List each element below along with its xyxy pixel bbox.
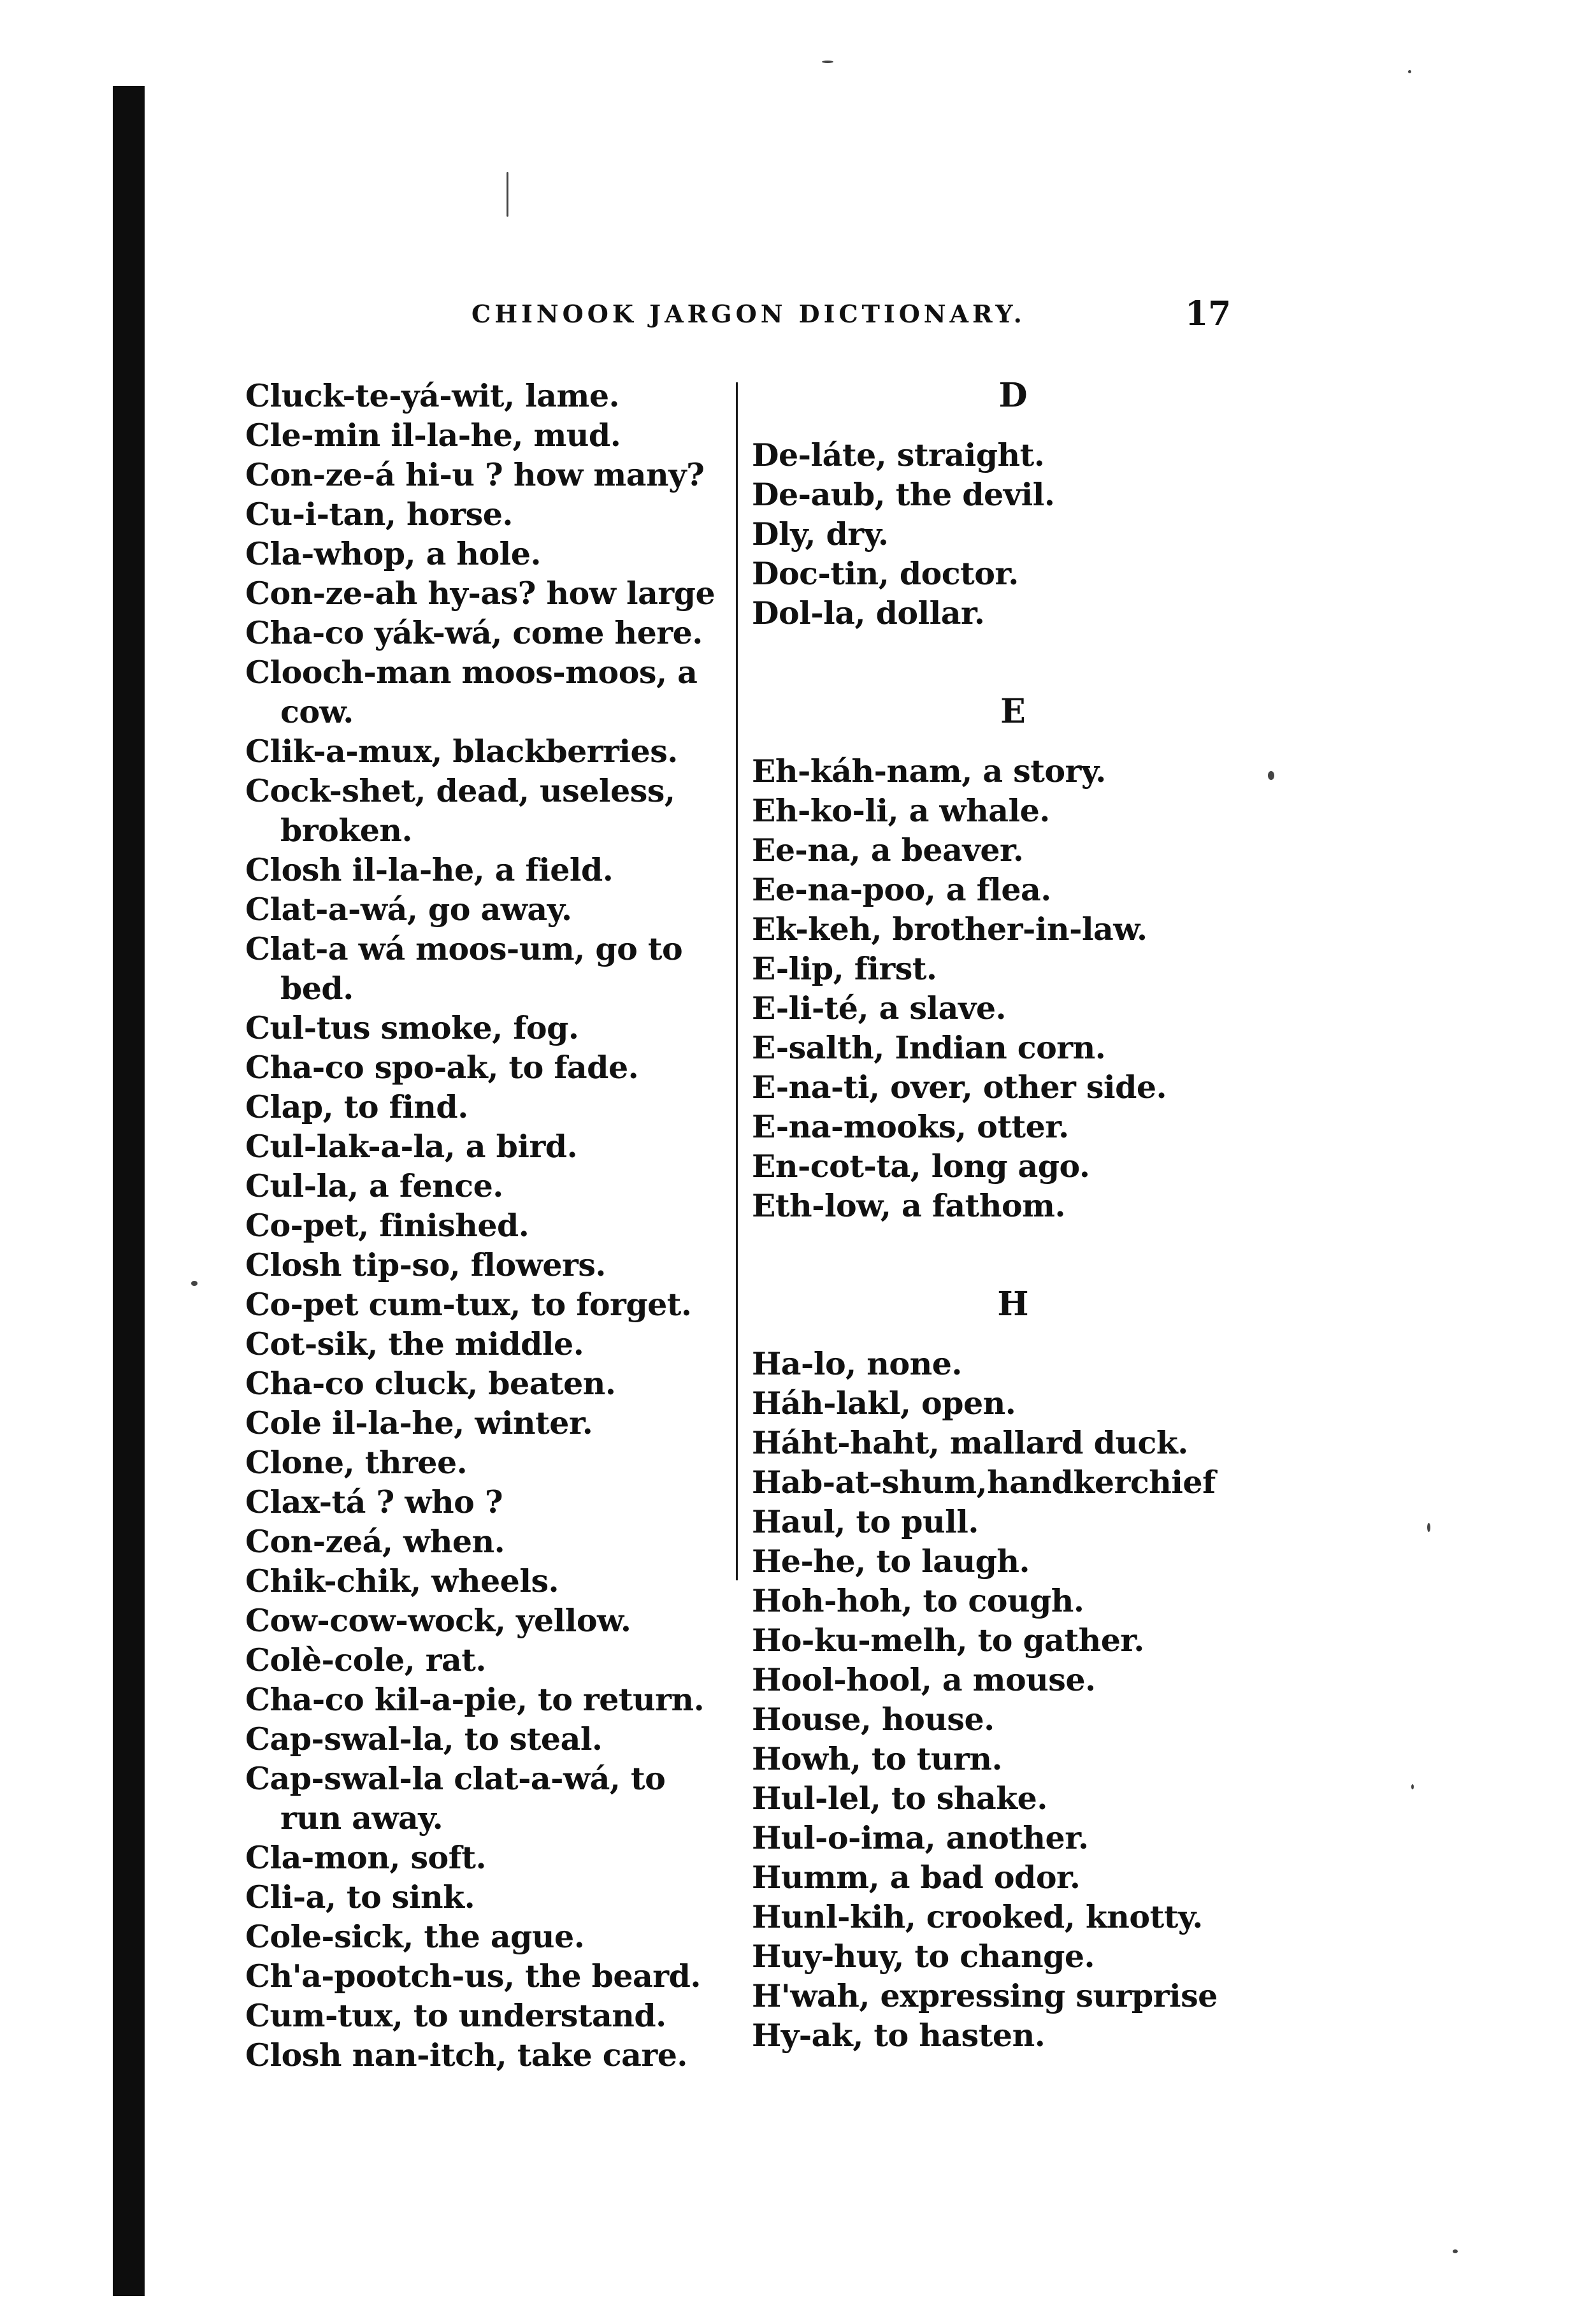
dictionary-entry: E-na-ti, over, other side. [752, 1069, 1167, 1106]
entry-text: Cu-i-tan, horse. [245, 496, 513, 533]
section-letter-e: E [1000, 692, 1026, 731]
dictionary-entry [245, 534, 730, 574]
dictionary-entry: Huy-huy, to change. [752, 1938, 1095, 1975]
page-number: 17 [1185, 294, 1232, 333]
print-speck [1427, 1523, 1430, 1532]
dictionary-entry: Dol-la, dollar. [752, 595, 985, 632]
dictionary-entry [245, 1719, 730, 1759]
running-head: CHINOOK JARGON DICTIONARY. [471, 300, 1026, 328]
entry-text: Cha-co cluck, beaten. [245, 1365, 616, 1402]
entry-text: Closh il-la-he, a field. [245, 851, 614, 888]
dictionary-entry [245, 1443, 730, 1482]
dictionary-entry: De-aub, the devil. [752, 476, 1055, 513]
dictionary-entry [245, 1324, 730, 1364]
entry-text: Cock-shet, dead, useless, [245, 772, 675, 809]
entry-text: Cha-co kil-a-pie, to return. [245, 1681, 705, 1718]
dictionary-entry: Hoh-hoh, to cough. [752, 1582, 1084, 1619]
dictionary-entry: Hunl-kih, crooked, knotty. [752, 1898, 1203, 1935]
print-speck [191, 1281, 198, 1286]
entry-text: Cla-whop, a hole. [245, 535, 542, 572]
dictionary-entry: Háh-lakl, open. [752, 1385, 1016, 1422]
entry-text: Cul-lak-a-la, a bird. [245, 1128, 578, 1165]
entry-text: Colè-cole, rat. [245, 1642, 486, 1678]
dictionary-entry: Ek-keh, brother-in-law. [752, 911, 1147, 948]
dictionary-entry: Dly, dry. [752, 516, 889, 552]
print-speck [1268, 771, 1274, 780]
dictionary-entry [245, 494, 730, 534]
print-speck [1453, 2249, 1458, 2253]
dictionary-entry: Ho-ku-melh, to gather. [752, 1622, 1144, 1659]
dictionary-entry [245, 1127, 730, 1166]
dictionary-entry [245, 1403, 730, 1443]
entry-text: Cot-sik, the middle. [245, 1325, 584, 1362]
dictionary-entry [245, 732, 730, 771]
dictionary-entry: Ee-na, a beaver. [752, 832, 1024, 869]
dictionary-entry [245, 1245, 730, 1285]
section-e-entries [752, 751, 1274, 1225]
dictionary-entry: H'wah, expressing surprise [752, 1977, 1218, 2014]
entry-text: Cle-min il-la-he, mud. [245, 417, 621, 454]
dictionary-entry: Hul-lel, to shake. [752, 1780, 1047, 1817]
dictionary-entry [245, 1561, 730, 1601]
entry-text: Cap-swal-la clat-a-wá, to [245, 1760, 666, 1797]
entry-text: Closh nan-itch, take care. [245, 2037, 687, 2074]
print-speck [1408, 70, 1411, 73]
dictionary-entry: Eth-low, a fathom. [752, 1187, 1066, 1224]
dictionary-entry [245, 1996, 730, 2035]
column-divider [736, 382, 738, 1580]
entry-continuation: cow. [280, 693, 354, 730]
dictionary-entry [245, 890, 730, 929]
dictionary-entry [245, 1166, 730, 1206]
entry-text: Clik-a-mux, blackberries. [245, 733, 678, 770]
dictionary-entry: E-salth, Indian corn. [752, 1029, 1106, 1066]
entry-text: Cha-co yák-wá, come here. [245, 614, 703, 651]
entry-text: Con-zeá, when. [245, 1523, 505, 1560]
dictionary-entry: Hool-hool, a mouse. [752, 1661, 1096, 1698]
dictionary-entry: Eh-ko-li, a whale. [752, 792, 1050, 829]
dictionary-entry [245, 1838, 730, 1877]
binding-shadow [113, 86, 145, 2296]
dictionary-entry: Hy-ak, to hasten. [752, 2017, 1046, 2054]
entry-text: Clone, three. [245, 1444, 468, 1481]
dictionary-entry: Hul-o-ima, another. [752, 1819, 1089, 1856]
entry-text: Cum-tux, to understand. [245, 1997, 666, 2034]
entry-text: Closh tip-so, flowers. [245, 1246, 606, 1283]
entry-text: Cul-tus smoke, fog. [245, 1009, 579, 1046]
entry-text: Cha-co spo-ak, to fade. [245, 1049, 639, 1086]
dictionary-entry: Ee-na-poo, a flea. [752, 871, 1051, 908]
dictionary-entry: Eh-káh-nam, a story. [752, 753, 1106, 790]
entry-text: Cul-la, a fence. [245, 1167, 503, 1204]
entry-continuation: broken. [280, 812, 413, 849]
entry-text: Cluck-te-yá-wit, lame. [245, 377, 620, 414]
print-speck [507, 172, 508, 217]
dictionary-entry [245, 574, 730, 613]
dictionary-entry [245, 1008, 730, 1048]
dictionary-entry [245, 1877, 730, 1917]
entry-text: Cow-cow-wock, yellow. [245, 1602, 631, 1639]
left-column [245, 376, 730, 2075]
dictionary-entry [245, 1482, 730, 1522]
section-h-entries [752, 1344, 1274, 2055]
dictionary-entry: Háht-haht, mallard duck. [752, 1424, 1188, 1461]
print-speck [1411, 1784, 1414, 1789]
entry-text: Cole-sick, the ague. [245, 1918, 585, 1955]
entry-text: Cap-swal-la, to steal. [245, 1721, 603, 1757]
dictionary-entry: E-na-mooks, otter. [752, 1108, 1069, 1145]
right-column [752, 376, 1274, 2055]
entry-text: Chik-chik, wheels. [245, 1563, 559, 1599]
entry-text: Co-pet, finished. [245, 1207, 529, 1244]
entry-text: Cli-a, to sink. [245, 1879, 475, 1916]
dictionary-entry [245, 415, 730, 455]
dictionary-entry [245, 1680, 730, 1719]
dictionary-entry [245, 613, 730, 653]
entry-continuation: bed. [280, 970, 354, 1007]
dictionary-entry [245, 1048, 730, 1087]
dictionary-entry: E-li-té, a slave. [752, 990, 1007, 1027]
section-letter-d: D [998, 376, 1028, 415]
entry-text: Clap, to find. [245, 1088, 468, 1125]
dictionary-entry: Humm, a bad odor. [752, 1859, 1081, 1896]
entry-text: Clax-tá ? who ? [245, 1483, 503, 1520]
dictionary-entry: De-láte, straight. [752, 437, 1045, 473]
dictionary-entry [245, 455, 730, 494]
entry-text: Clooch-man moos-moos, a [245, 654, 698, 691]
entry-text: Cole il-la-he, winter. [245, 1404, 593, 1441]
dictionary-entry: Hab-at-shum,handkerchief [752, 1464, 1216, 1501]
dictionary-entry [245, 929, 730, 1008]
dictionary-entry [245, 1601, 730, 1640]
dictionary-entry: He-he, to laugh. [752, 1543, 1030, 1580]
dictionary-entry [245, 1364, 730, 1403]
dictionary-entry: Ha-lo, none. [752, 1345, 962, 1382]
dictionary-entry [245, 1917, 730, 1956]
dictionary-entry: En-cot-ta, long ago. [752, 1148, 1090, 1185]
dictionary-entry [245, 1759, 730, 1838]
entry-text: Cla-mon, soft. [245, 1839, 487, 1876]
dictionary-entry [245, 376, 730, 415]
dictionary-entry: Doc-tin, doctor. [752, 555, 1019, 592]
entry-continuation: run away. [280, 1800, 443, 1837]
dictionary-entry: Howh, to turn. [752, 1740, 1003, 1777]
dictionary-entry: Haul, to pull. [752, 1503, 979, 1540]
dictionary-entry [245, 653, 730, 732]
entry-text: Clat-a wá moos-um, go to [245, 930, 683, 967]
entry-text: Co-pet cum-tux, to forget. [245, 1286, 692, 1323]
dictionary-entry: E-lip, first. [752, 950, 937, 987]
dictionary-entry [245, 771, 730, 850]
dictionary-entry [245, 1522, 730, 1561]
dictionary-entry [245, 1285, 730, 1324]
section-d-entries [752, 435, 1274, 633]
dictionary-entry [245, 1640, 730, 1680]
entry-text: Ch'a-pootch-us, the beard. [245, 1958, 701, 1995]
print-speck [822, 61, 833, 63]
entry-text: Clat-a-wá, go away. [245, 891, 572, 928]
dictionary-entry [245, 1956, 730, 1996]
entry-text: Con-ze-ah hy-as? how large [245, 575, 716, 612]
dictionary-entry [245, 2035, 730, 2075]
section-letter-h: H [997, 1285, 1029, 1324]
dictionary-entry [245, 850, 730, 890]
entry-text: Con-ze-á hi-u ? how many? [245, 456, 705, 493]
dictionary-entry: House, house. [752, 1701, 995, 1738]
dictionary-entry [245, 1206, 730, 1245]
dictionary-entry [245, 1087, 730, 1127]
